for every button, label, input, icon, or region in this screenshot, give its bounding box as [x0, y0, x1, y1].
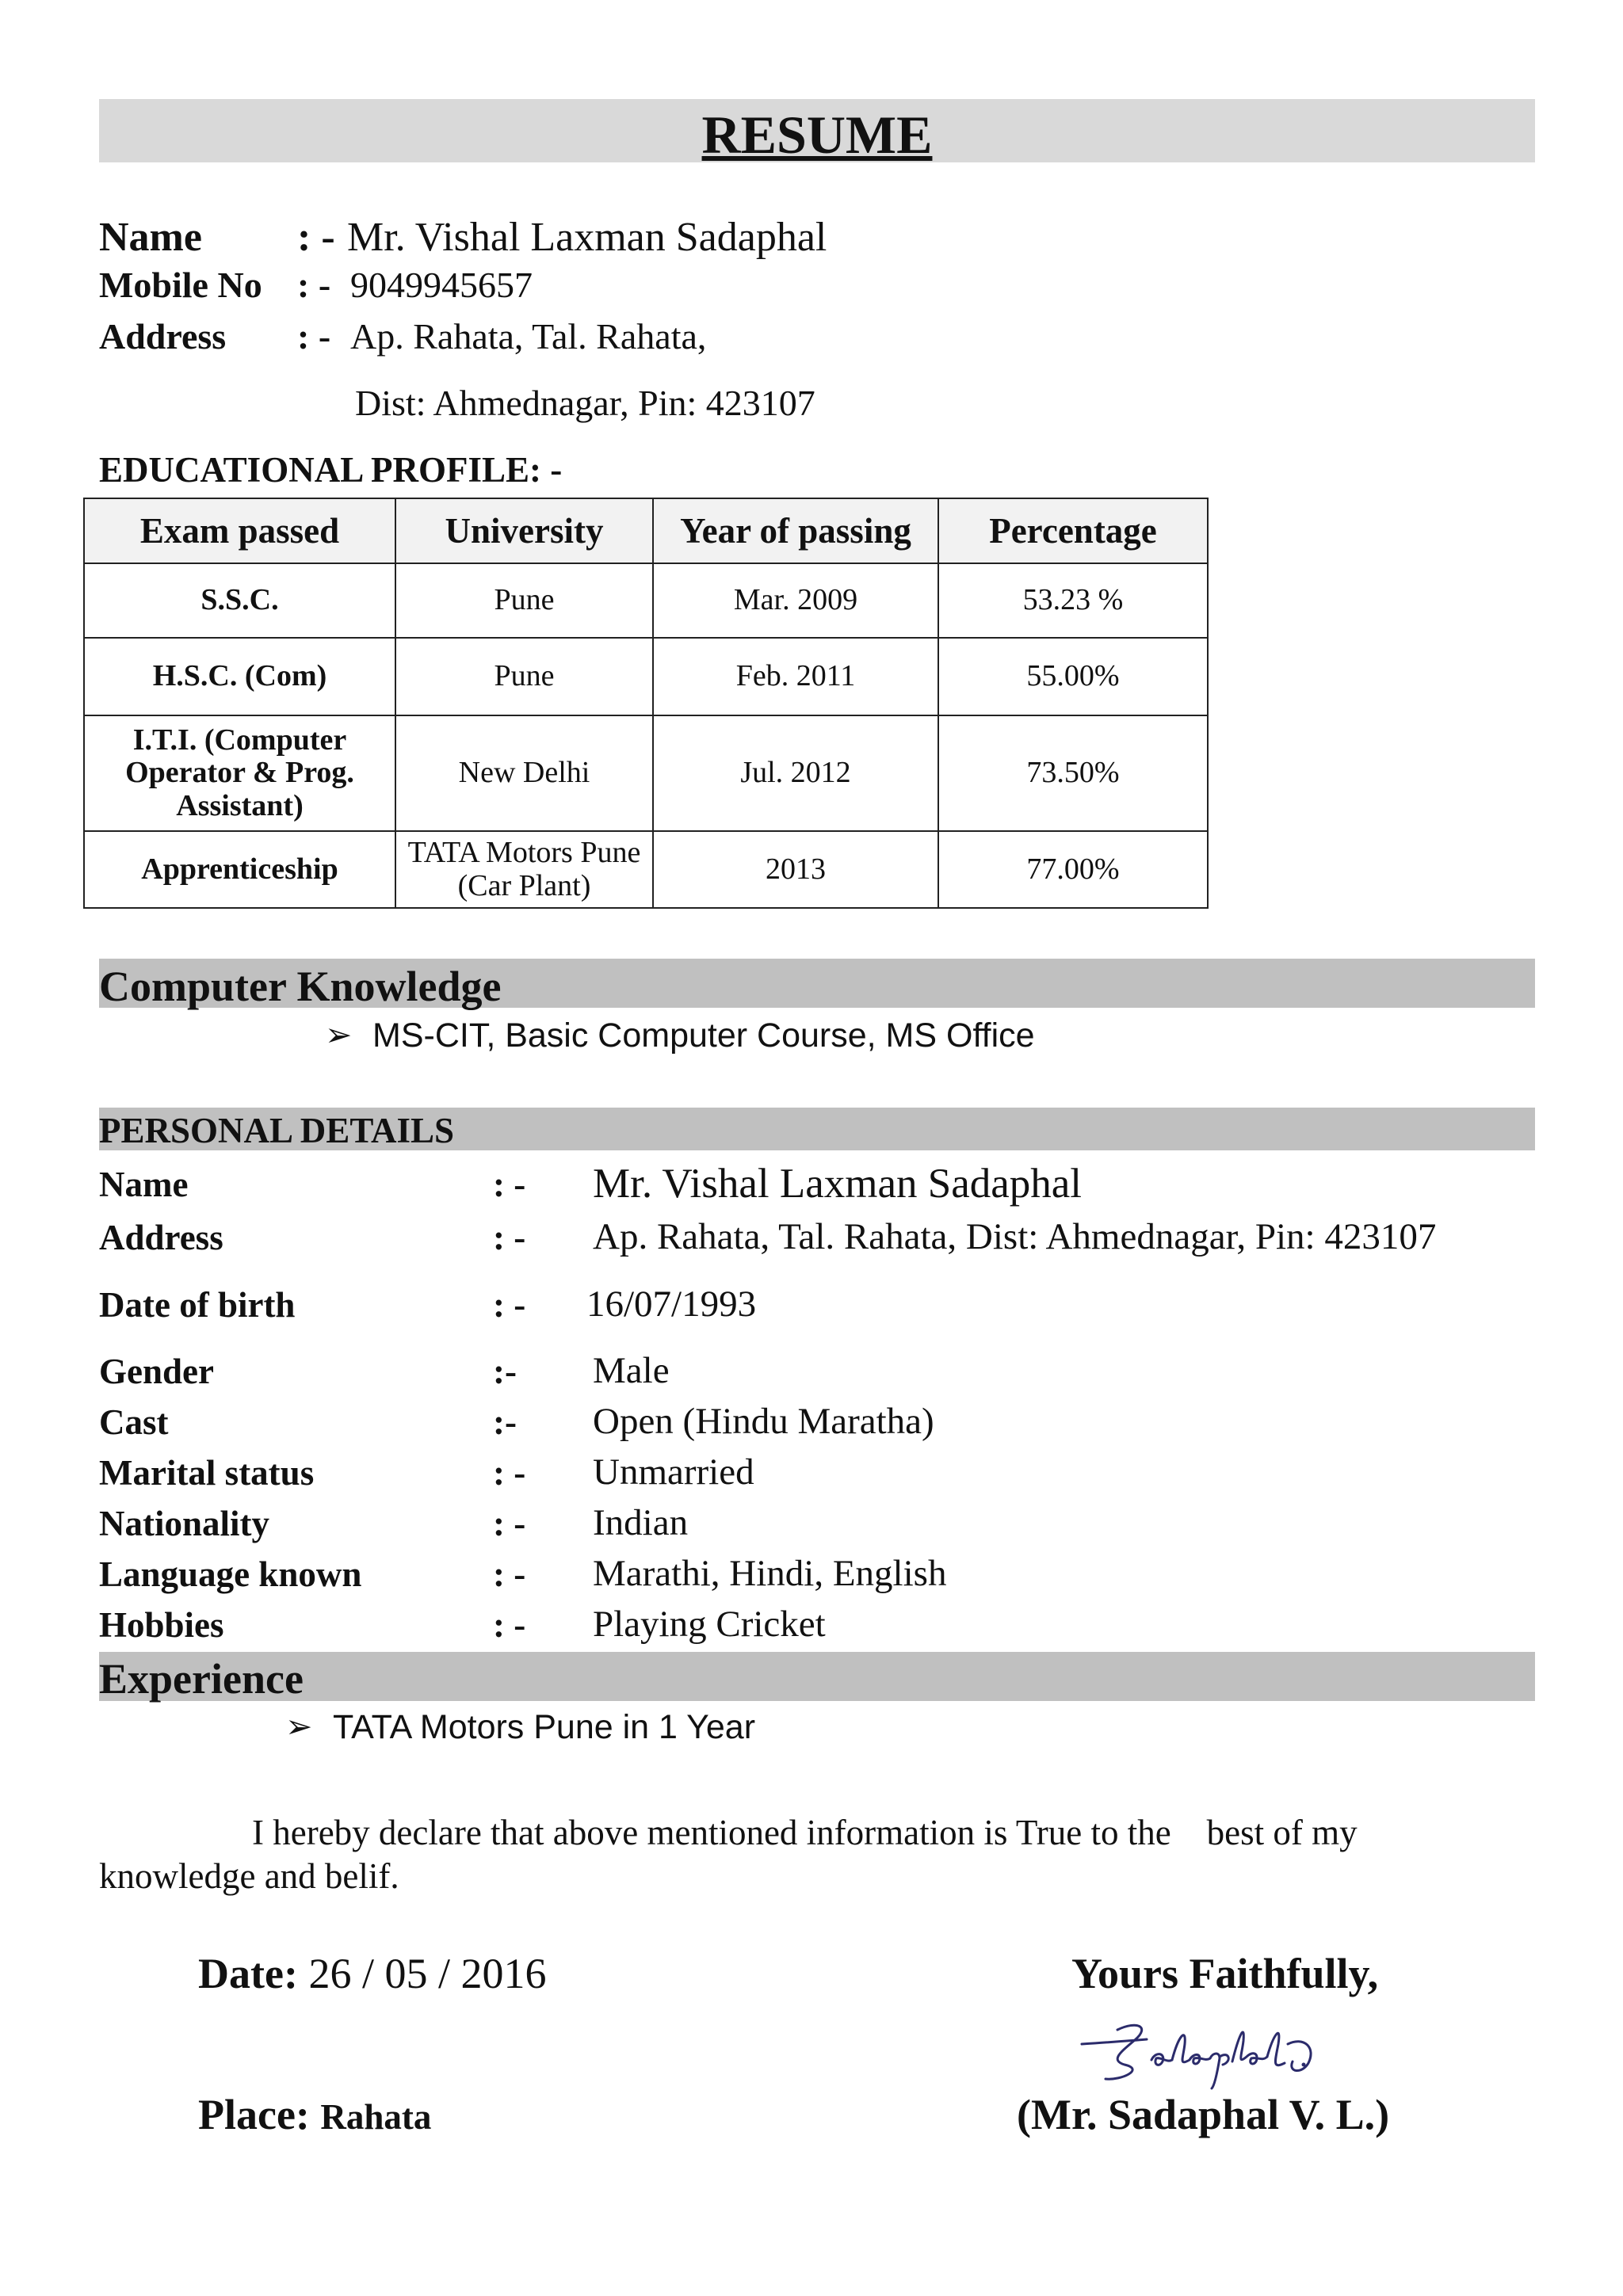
column-header: University: [395, 498, 653, 563]
personal-value-dob: 16/07/1993: [586, 1283, 757, 1325]
cell-year: Feb. 2011: [653, 638, 938, 715]
table-row: [84, 715, 1208, 831]
personal-sep: : -: [493, 1504, 526, 1543]
personal-details-bar: [99, 1108, 1535, 1150]
page-title: RESUME: [701, 105, 933, 165]
personal-label-nationality: Nationality: [99, 1504, 270, 1543]
cell-exam: Apprenticeship: [84, 831, 395, 908]
education-table: [83, 498, 1209, 909]
personal-value-name: Mr. Vishal Laxman Sadaphal: [593, 1161, 1083, 1207]
personal-sep: : -: [493, 1165, 526, 1204]
personal-value-languages: Marathi, Hindi, English: [593, 1553, 947, 1594]
table-row: [84, 563, 1208, 638]
cell-university: Pune: [395, 638, 653, 715]
personal-label-marital-status: Marital status: [99, 1453, 315, 1493]
experience-bar: [99, 1652, 1535, 1701]
personal-label-dob: Date of birth: [99, 1285, 296, 1325]
cell-percentage: 77.00%: [938, 831, 1208, 908]
cell-exam: H.S.C. (Com): [84, 638, 395, 715]
computer-knowledge-item: MS-CIT, Basic Computer Course, MS Office: [372, 1016, 1035, 1055]
personal-label-address: Address: [99, 1218, 223, 1257]
bullet-icon: ➢: [285, 1707, 313, 1745]
personal-sep: : -: [493, 1453, 526, 1493]
header-address-label: Address: [99, 316, 227, 357]
personal-value-hobbies: Playing Cricket: [593, 1604, 826, 1645]
cell-percentage: 55.00%: [938, 638, 1208, 715]
header-name-value: Mr. Vishal Laxman Sadaphal: [347, 215, 827, 260]
personal-details-heading: PERSONAL DETAILS: [99, 1111, 455, 1150]
personal-value-address: Ap. Rahata, Tal. Rahata, Dist: Ahmednagar, Pin: 423107: [593, 1216, 1437, 1257]
header-mobile-label: Mobile No: [99, 265, 262, 305]
cell-year: 2013: [653, 831, 938, 908]
declaration-line1: I hereby declare that above mentioned information is True to the best of my: [252, 1813, 1358, 1852]
personal-value-gender: Male: [593, 1350, 670, 1391]
signatory-name: (Mr. Sadaphal V. L.): [1017, 2091, 1390, 2138]
experience-heading: Experience: [99, 1655, 304, 1703]
header-address-line2: Dist: Ahmednagar, Pin: 423107: [355, 383, 815, 423]
personal-sep: :-: [493, 1402, 517, 1442]
personal-sep: :-: [493, 1352, 517, 1391]
experience-item: TATA Motors Pune in 1 Year: [333, 1708, 756, 1746]
cell-year: Mar. 2009: [653, 563, 938, 638]
header-name-label: Name: [99, 215, 202, 260]
personal-value-nationality: Indian: [593, 1502, 689, 1543]
column-header: Year of passing: [653, 498, 938, 563]
date-label: Date:: [198, 1950, 298, 1997]
place-line: [198, 2090, 431, 2139]
title-bar: [99, 99, 1535, 165]
personal-label-cast: Cast: [99, 1402, 169, 1442]
personal-sep: : -: [493, 1554, 526, 1594]
closing-text: Yours Faithfully,: [1071, 1950, 1379, 1997]
personal-label-gender: Gender: [99, 1352, 214, 1391]
personal-value-cast: Open (Hindu Maratha): [593, 1401, 934, 1442]
header-address-line1: Ap. Rahata, Tal. Rahata,: [350, 316, 707, 357]
personal-value-marital-status: Unmarried: [593, 1451, 754, 1493]
table-row: [84, 831, 1208, 908]
cell-exam: I.T.I. (Computer Operator & Prog. Assistant): [84, 715, 395, 831]
table-row: [84, 638, 1208, 715]
header-mobile-sep: : -: [297, 265, 331, 305]
signature-image: [1074, 2012, 1335, 2092]
personal-sep: : -: [493, 1605, 526, 1645]
cell-exam: S.S.C.: [84, 563, 395, 638]
cell-university: TATA Motors Pune (Car Plant): [395, 831, 653, 908]
header-name-sep: : -: [297, 215, 335, 260]
personal-label-hobbies: Hobbies: [99, 1605, 224, 1645]
cell-university: New Delhi: [395, 715, 653, 831]
personal-sep: : -: [493, 1285, 526, 1325]
header-mobile-value: 9049945657: [350, 265, 533, 305]
personal-label-name: Name: [99, 1165, 189, 1204]
place-label: Place:: [198, 2091, 310, 2138]
cell-university: Pune: [395, 563, 653, 638]
computer-knowledge-heading: Computer Knowledge: [99, 963, 502, 1010]
date-value: 26 / 05 / 2016: [308, 1950, 547, 1997]
cell-percentage: 53.23 %: [938, 563, 1208, 638]
column-header: Exam passed: [84, 498, 395, 563]
education-heading: EDUCATIONAL PROFILE: -: [99, 450, 563, 490]
cell-year: Jul. 2012: [653, 715, 938, 831]
place-value: Rahata: [320, 2097, 432, 2137]
date-line: [198, 1949, 546, 1998]
column-header: Percentage: [938, 498, 1208, 563]
cell-percentage: 73.50%: [938, 715, 1208, 831]
declaration-line2: knowledge and belif.: [99, 1856, 399, 1896]
header-address-sep: : -: [297, 316, 331, 357]
personal-label-languages: Language known: [99, 1554, 362, 1594]
bullet-icon: ➢: [325, 1016, 353, 1054]
table-header-row: [84, 498, 1208, 563]
computer-knowledge-bar: [99, 959, 1535, 1008]
personal-sep: : -: [493, 1218, 526, 1257]
